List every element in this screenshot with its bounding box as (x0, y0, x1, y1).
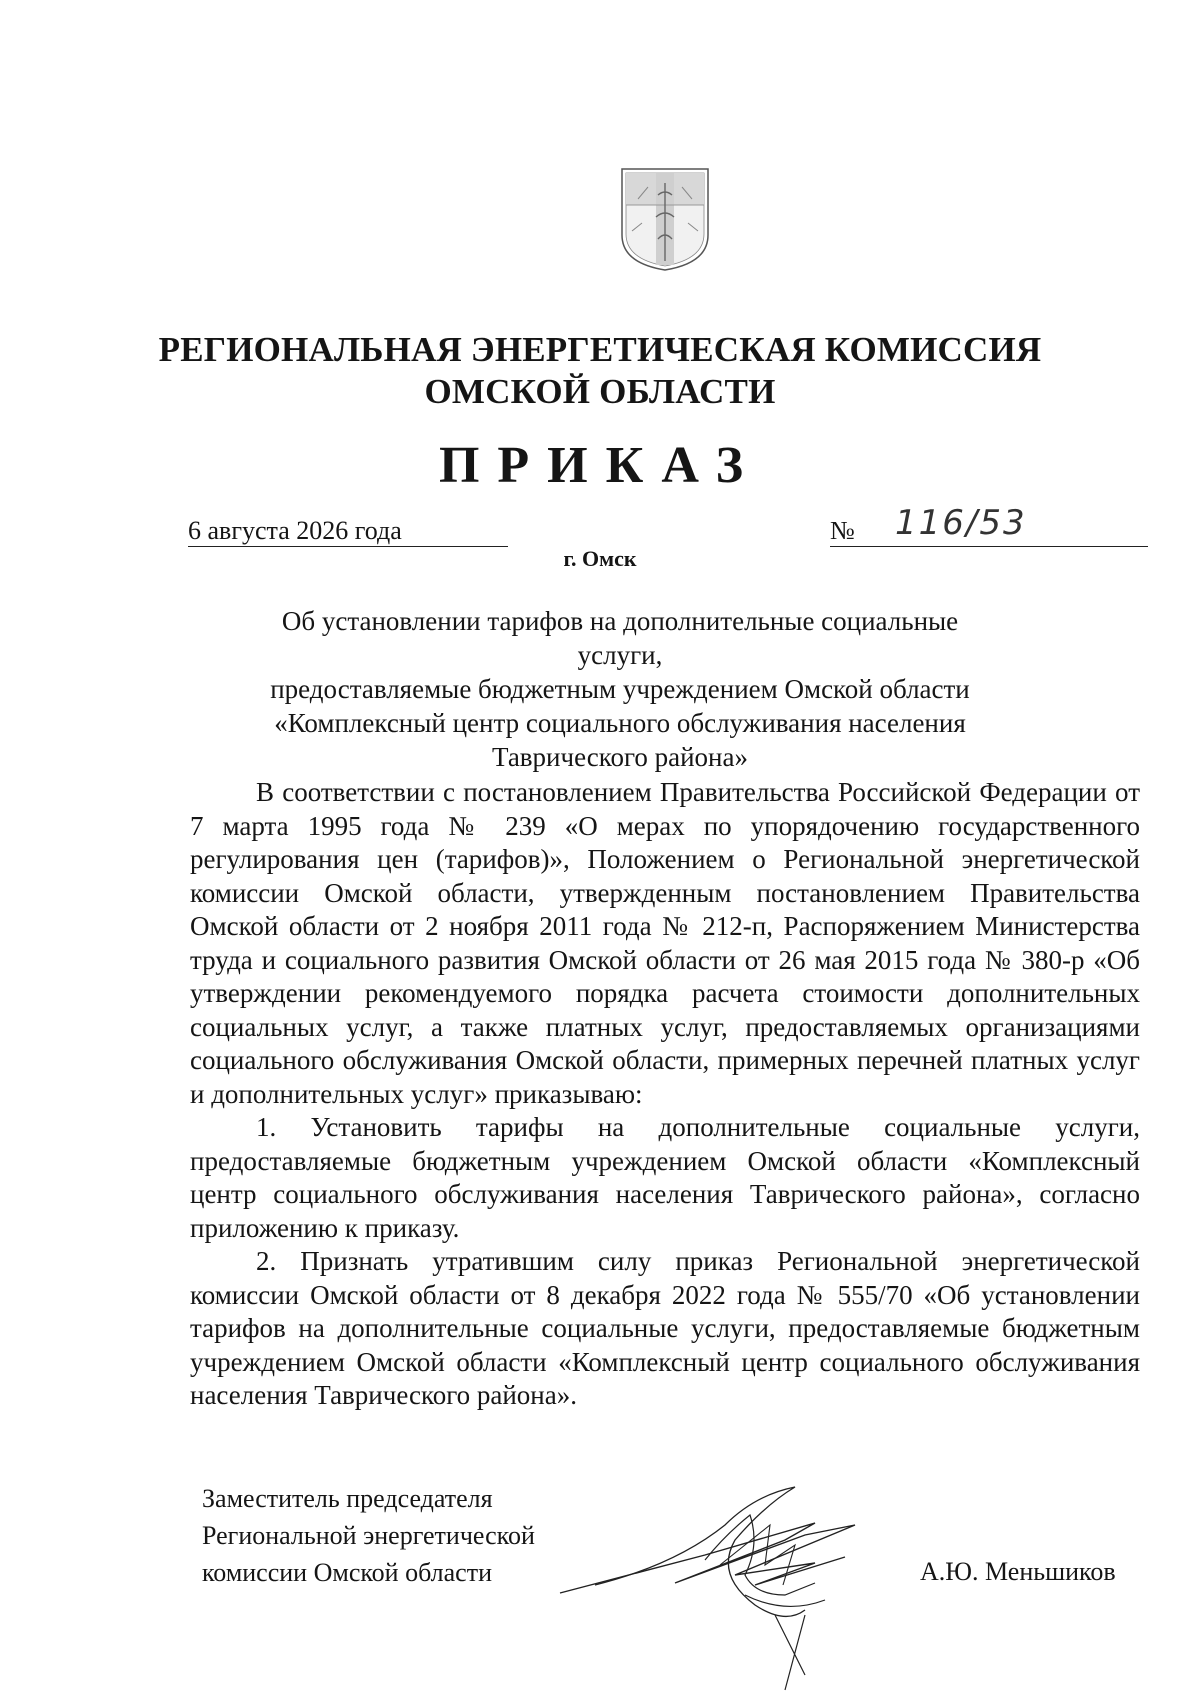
subject-line: предоставляемые бюджетным учреждением Омской области (270, 674, 970, 704)
subject-line: «Комплексный центр социального обслуживания населения (274, 708, 966, 738)
document-date: 6 августа 2026 года (188, 516, 508, 547)
document-subject (240, 604, 1000, 774)
city: г. Омск (563, 546, 637, 571)
document-number-handwritten: 116/53 (895, 503, 1027, 543)
body-paragraph-preamble: В соответствии с постановлением Правительства Российской Федерации от 7 марта 1995 года № 239 «О мерах по упорядочению государственного регулирования цен (тарифов)», Положением о Региональной энергетической комиссии Омской области, утвержденным постановлением Правительства Омской области от 2 ноября 2011 года № 212-п, Распоряжением Министерства труда и социального развития Омской области от 26 мая 2015 года № 380-р «Об утверждении рекомендуемого порядка расчета стоимости дополнительных социальных услуг, а также платных услуг, предоставляемых организациями социального обслуживания Омской области, примерных перечней платных услуг и дополнительных услуг» приказываю: (190, 777, 1140, 1109)
signatory-title-line: комиссии Омской области (202, 1558, 492, 1587)
body-paragraph-item-2: 2. Признать утратившим силу приказ Региональной энергетической комиссии Омской области от 8 декабря 2022 года № 555/70 «Об установлении тарифов на дополнительные социальные услуги, предоставляемые бюджетным учреждением Омской области «Комплексный центр социального обслуживания населения Таврического района». (190, 1246, 1140, 1410)
signatory-title-line: Региональной энергетической (202, 1521, 535, 1550)
document-title: ПРИКАЗ (438, 437, 762, 494)
organization-name-line2: ОМСКОЙ ОБЛАСТИ (424, 372, 776, 411)
omsk-coat-of-arms-icon (618, 165, 712, 273)
number-sign: № (830, 516, 855, 545)
signatory-title-line: Заместитель председателя (202, 1484, 493, 1513)
subject-line: Таврического района» (492, 742, 748, 772)
document-body (190, 776, 1140, 1413)
body-paragraph-item-1: 1. Установить тарифы на дополнительные социальные услуги, предоставляемые бюджетным учреждением Омской области «Комплексный центр социального обслуживания населения Таврического района», согласно приложению к приказу. (190, 1112, 1140, 1243)
signatory-title (202, 1480, 535, 1591)
organization-name-line1: РЕГИОНАЛЬНАЯ ЭНЕРГЕТИЧЕСКАЯ КОМИССИЯ (158, 330, 1042, 369)
handwritten-signature (555, 1465, 885, 1695)
signatory-name: А.Ю. Меньшиков (920, 1557, 1116, 1586)
subject-line: Об установлении тарифов на дополнительные социальные услуги, (281, 606, 959, 670)
